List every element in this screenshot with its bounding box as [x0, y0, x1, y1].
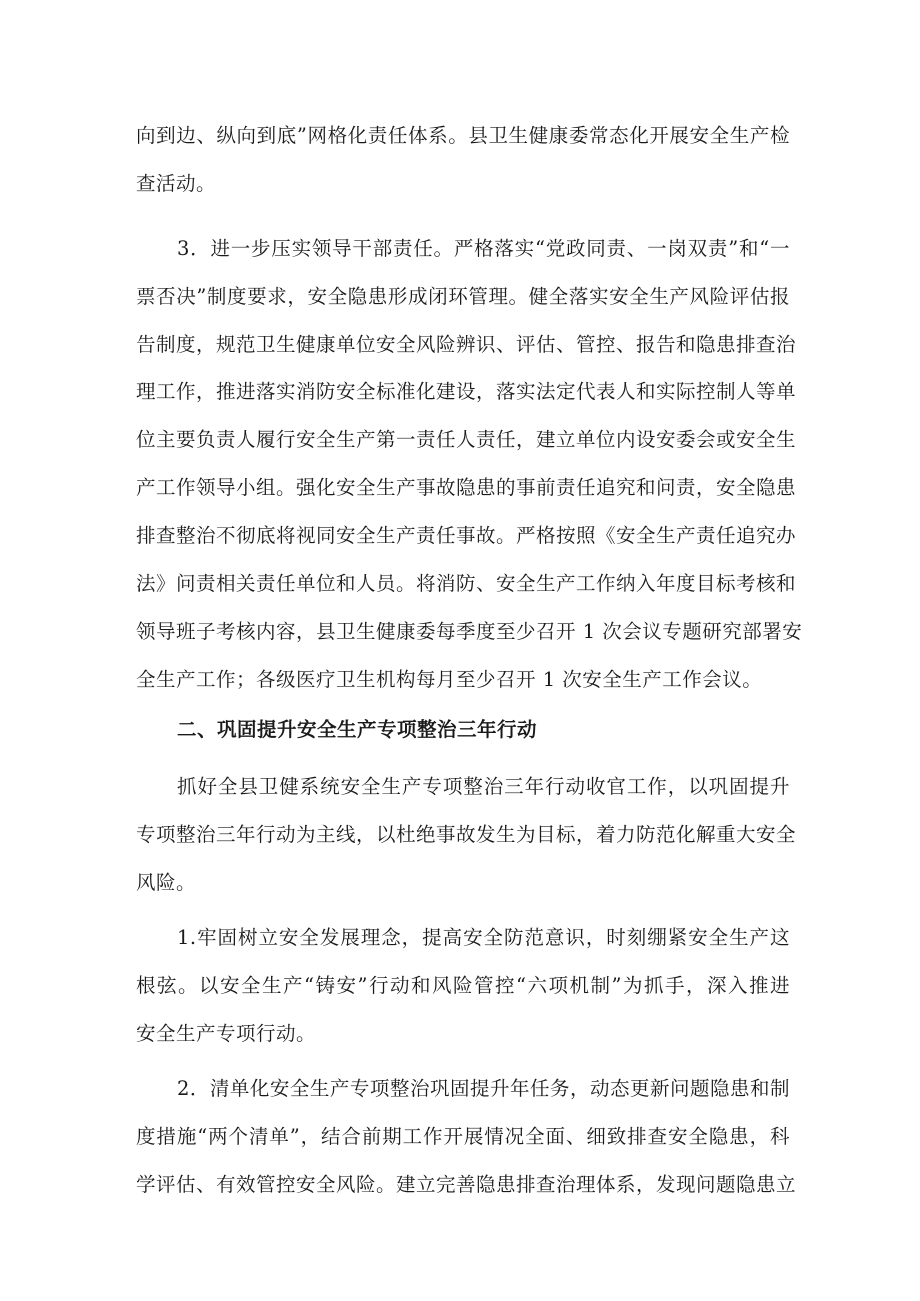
- text-line: 度措施“两个清单”，结合前期工作开展情况全面、细致排查安全隐患，科: [136, 1125, 790, 1148]
- text-line: 位主要负责人履行安全生产第一责任人责任，建立单位内设安委会或安全生: [136, 428, 797, 451]
- text-line: 学评估、有效管控安全风险。建立完善隐患排查治理体系，发现问题隐患立: [136, 1173, 797, 1196]
- text-line: 告制度，规范卫生健康单位安全风险辨识、评估、管控、报告和隐患排查治: [136, 333, 797, 356]
- text-line: 理工作，推进落实消防安全标准化建设，落实法定代表人和实际控制人等单: [136, 380, 797, 403]
- text-line: 2．清单化安全生产专项整治巩固提升年任务，动态更新问题隐患和制: [177, 1077, 790, 1100]
- text-line: 向到边、纵向到底”网格化责任体系。县卫生健康委常态化开展安全生产检: [136, 124, 790, 147]
- text-line: 根弦。以安全生产“铸安”行动和风险管控“六项机制”为抓手，深入推进: [136, 974, 790, 997]
- text-line: 领导班子考核内容，县卫生健康委每季度至少召开 1 次会议专题研究部署安: [136, 620, 803, 643]
- text-line: 3．进一步压实领导干部责任。严格落实“党政同责、一岗双责”和“一: [177, 237, 790, 260]
- text-line: 产工作领导小组。强化安全生产事故隐患的事前责任追究和问责，安全隐患: [136, 476, 797, 499]
- text-line: 法》问责相关责任单位和人员。将消防、安全生产工作纳入年度目标考核和: [136, 572, 797, 595]
- text-line: 全生产工作；各级医疗卫生机构每月至少召开 1 次安全生产工作会议。: [136, 668, 763, 691]
- text-line: 安全生产专项行动。: [136, 1022, 317, 1045]
- text-line: 排查整治不彻底将视同安全生产责任事故。严格按照《安全生产责任追究办: [136, 524, 797, 547]
- text-line: 1.牢固树立安全发展理念，提高安全防范意识，时刻绷紧安全生产这: [177, 926, 790, 949]
- text-line: 专项整治三年行动为主线，以杜绝事故发生为目标，着力防范化解重大安全: [136, 823, 797, 846]
- text-line: 风险。: [136, 871, 197, 894]
- text-line: 抓好全县卫健系统安全生产专项整治三年行动收官工作，以巩固提升: [177, 775, 790, 798]
- text-line: 查活动。: [136, 172, 217, 195]
- section-heading: 二、巩固提升安全生产专项整治三年行动: [177, 718, 538, 741]
- text-line: 票否决”制度要求，安全隐患形成闭环管理。健全落实安全生产风险评估报: [136, 285, 790, 308]
